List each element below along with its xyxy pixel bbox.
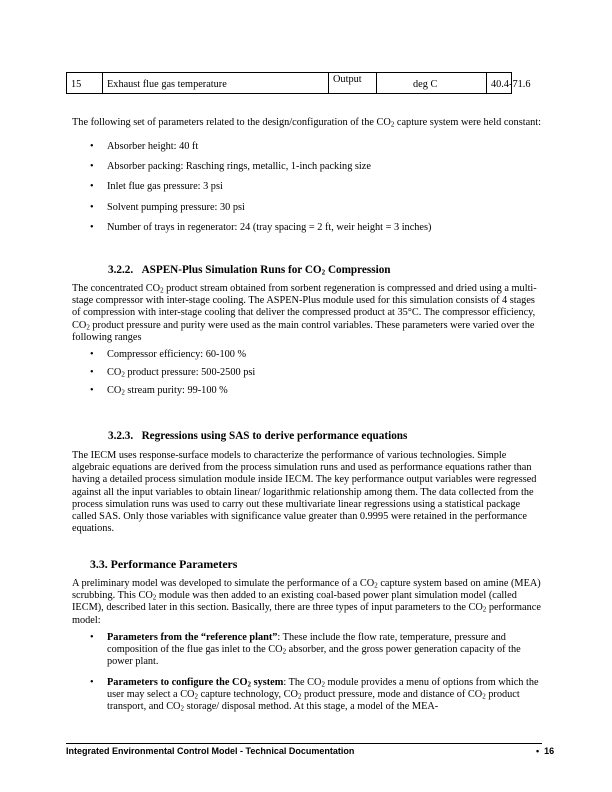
list-item: • Number of trays in regenerator: 24 (tray spacing = 2 ft, weir height = 3 inches) (72, 222, 542, 234)
bullet-icon: • (536, 746, 540, 756)
table-cell-number: 15 (67, 73, 103, 93)
page-number: • 16 (536, 746, 555, 756)
intro-paragraph: The following set of parameters related to the design/configuration of the $CO_2$ capture system were held constant: (72, 117, 542, 129)
section-3-3-paragraph: A preliminary model was developed to simulate the performance of a $CO_2$ capture system based on amine (MEA) scrubbing. This $CO_2$ module was then added to an existing coal-based power plant simulation model (called IECM), described later in this section. Basically, there are three types of input parameters to the $CO_2$ performance model: (72, 578, 541, 626)
section-heading-3-2-2: 3.2.2. ASPEN-Plus Simulation Runs for $CO_2$ Compression (108, 264, 391, 277)
table-cell-parameter: Exhaust flue gas temperature (103, 73, 329, 93)
section-3-2-2-paragraph: The concentrated $CO_2$ product stream obtained from sorbent regeneration is compressed and dried using a multi-stage compressor with inter-stage cooling. The ASPEN-Plus module used for this simulation consists of 4 stages of compression with inter-stage cooling that deliver the compressed product at 35°C. The compressor efficiency, $CO_2$ product pressure and purity were used as the main control variables. These parameters were varied over the following ranges (72, 283, 537, 343)
list-item: • Absorber height: 40 ft (72, 141, 542, 153)
table-row (66, 72, 531, 94)
list-item: • $CO_2$ stream purity: 99-100 % (72, 385, 542, 397)
compression-ranges-list (72, 349, 542, 398)
list-item: • Absorber packing: Rasching rings, metallic, 1-inch packing size (72, 161, 542, 173)
section-3-2-3-paragraph: The IECM uses response-surface models to characterize the performance of various technologies. Simple algebraic equations are derived from the process simulation runs and used as performance equations rather than having a detailed process simulation module inside IECM. The key performance output variables were regressed against all the input variables to obtain linear/ logarithmic relationship among them. The data collected from the process simulation runs was used to carry out these multivariate linear regressions using a statistical package called SAS. Only those variables with significance value greater than 0.9995 were retained in the performance equations. (72, 450, 537, 535)
footer-title: Integrated Environmental Control Model - Technical Documentation (66, 746, 355, 756)
list-item: • Parameters from the “reference plant”: These include the flow rate, temperature, pressure and composition of the flue gas inlet to the $CO_2$ absorber, and the gross power generation capacity of the power plant. (72, 632, 542, 669)
section-heading-3-3: 3.3. Performance Parameters (90, 557, 238, 571)
section-heading-3-2-3: 3.2.3. Regressions using SAS to derive performance equations (108, 430, 408, 442)
table-cell-unit: deg C (377, 73, 487, 93)
table-cell-range: 40.4-71.6 (491, 78, 531, 90)
constant-parameters-list (72, 141, 542, 234)
list-item: • Solvent pumping pressure: 30 psi (72, 202, 542, 214)
list-item: • $CO_2$ product pressure: 500-2500 psi (72, 367, 542, 379)
table-cell-type: Output (329, 73, 377, 93)
list-item: • Parameters to configure the $CO_2$ system: The $CO_2$ module provides a menu of options from which the user may select a $CO_2$ capture technology, $CO_2$ product pressure, mode and distance of $CO_2$ product transport, and $CO_2$ storage/ disposal method. At this stage, a model of the MEA- (72, 677, 542, 714)
list-item: • Compressor efficiency: 60-100 % (72, 349, 542, 361)
input-parameter-types-list (72, 632, 542, 713)
footer-divider (66, 743, 542, 744)
list-item: • Inlet flue gas pressure: 3 psi (72, 181, 542, 193)
